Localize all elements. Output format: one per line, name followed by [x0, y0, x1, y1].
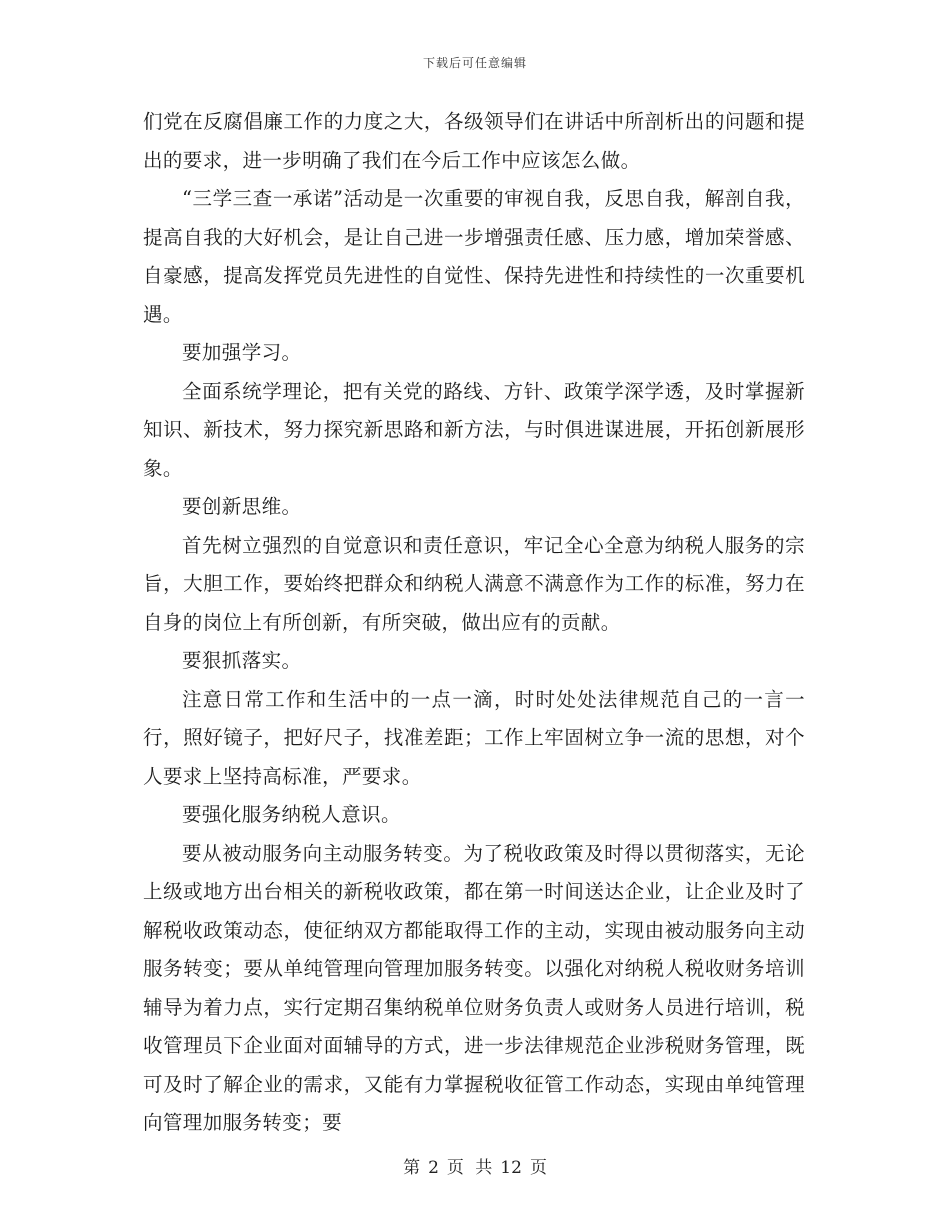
section-heading: 要强化服务纳税人意识。 [182, 803, 401, 826]
page-footer [0, 1153, 950, 1178]
document-body [143, 103, 805, 1143]
paragraph: 要从被动服务向主动服务转变。为了税收政策及时得以贯彻落实，无论上级或地方出台相关的新税收政策，都在第一时间送达企业，让企业及时了解税收政策动态，使征纳双方都能取得工作的主动，实现由被动服务向主动服务转变；要从单纯管理向管理加服务转变。以强化对纳税人税收财务培训辅导为着力点，实行定期召集纳税单位财务负责人或财务人员进行培训，税收管理员下企业面对面辅导的方式，进一步法律规范企业涉税财务管理，既可及时了解企业的需求，又能有力掌握税收征管工作动态，实现由单纯管理向管理加服务转变；要 [143, 841, 805, 1134]
page-header [0, 54, 950, 71]
paragraph: 们党在反腐倡廉工作的力度之大，各级领导们在讲话中所剖析出的问题和提出的要求，进一步明确了我们在今后工作中应该怎么做。 [143, 110, 805, 172]
section-heading: 要加强学习。 [182, 341, 302, 364]
section-heading: 要狠抓落实。 [182, 649, 302, 672]
paragraph: “三学三查一承诺”活动是一次重要的审视自我，反思自我，解剖自我，提高自我的大好机会，是让自己进一步增强责任感、压力感，增加荣誉感、自豪感，提高发挥党员先进性的自觉性、保持先进性和持续性的一次重要机遇。 [143, 187, 805, 326]
paragraph: 全面系统学理论，把有关党的路线、方针、政策学深学透，及时掌握新知识、新技术，努力探究新思路和新方法，与时俱进谋进展，开拓创新展形象。 [143, 379, 805, 480]
paragraph: 首先树立强烈的自觉意识和责任意识，牢记全心全意为纳税人服务的宗旨，大胆工作，要始终把群众和纳税人满意不满意作为工作的标准，努力在自身的岗位上有所创新，有所突破，做出应有的贡献。 [143, 533, 805, 634]
paragraph: 注意日常工作和生活中的一点一滴，时时处处法律规范自己的一言一行，照好镜子，把好尺子，找准差距；工作上牢固树立争一流的思想，对个人要求上坚持高标准，严要求。 [143, 687, 805, 788]
section-heading: 要创新思维。 [182, 495, 302, 518]
current-page-number: 2 [428, 1158, 439, 1178]
header-text: 下载后可任意编辑 [422, 56, 527, 70]
total-pages-number: 12 [500, 1158, 522, 1178]
footer-suffix: 页 [529, 1158, 547, 1178]
footer-prefix: 第 [403, 1158, 421, 1178]
footer-middle: 页 共 [446, 1158, 493, 1178]
